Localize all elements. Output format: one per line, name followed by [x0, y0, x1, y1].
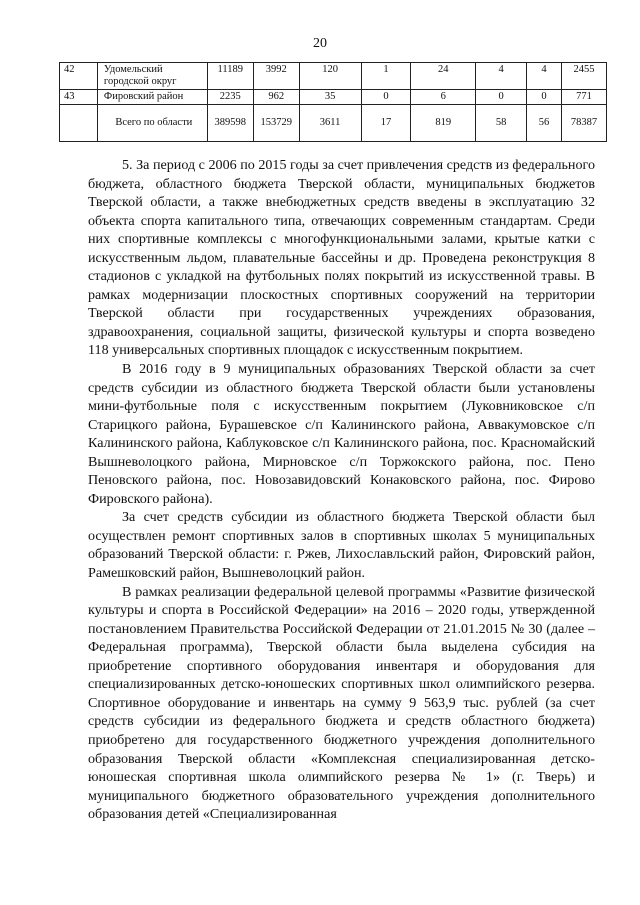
table-cell: 2455 — [562, 63, 607, 90]
table-row — [60, 90, 607, 105]
table-cell: 4 — [476, 63, 527, 90]
table-cell: 56 — [527, 105, 562, 142]
table-cell: 153729 — [253, 105, 299, 142]
table-cell: 0 — [527, 90, 562, 105]
table-cell: 819 — [411, 105, 476, 142]
statistics-table — [59, 62, 607, 142]
table-cell: 11189 — [207, 63, 253, 90]
paragraph: 5. За период с 2006 по 2015 годы за счет привлечения средств из федерального бюджета, областного бюджета Тверской области, муниципальных бюджетов Тверской области, а также внебюджетных средств введены в эксплуатацию 32 объекта спорта капитального типа, отвечающих современным стандартам. Среди них спортивные комплексы с многофункциональными залами, крытые катки с искусственным льдом, плавательные бассейны и др. Проведена реконструкция 8 стадионов с укладкой на футбольных полях покрытий из искусственной травы. В рамках модернизации плоскостных спортивных сооружений на территории Тверской области при государственных учреждениях образования, здравоохранения, социальной защиты, физической культуры и спорта возведено 118 универсальных спортивных площадок с искусственным покрытием. — [88, 157, 595, 359]
table-cell: 120 — [299, 63, 361, 90]
table-cell: 6 — [411, 90, 476, 105]
total-label: Всего по области — [97, 105, 207, 142]
municipality-name: Удомельский городской округ — [97, 63, 207, 90]
table-cell: 3611 — [299, 105, 361, 142]
paragraph: За счет средств субсидии из областного бюджета Тверской области был осуществлен ремонт спортивных залов в спортивных школах 5 муниципальных образований Тверской области: г. Ржев, Лихославльский район, Фировский район, Рамешковский район, Вышневолоцкий район. — [88, 509, 595, 582]
table-cell: 0 — [476, 90, 527, 105]
table-cell: 2235 — [207, 90, 253, 105]
municipality-name: Фировский район — [97, 90, 207, 105]
table-total-row — [60, 105, 607, 142]
table-cell: 4 — [527, 63, 562, 90]
table-cell: 962 — [253, 90, 299, 105]
table-cell: 0 — [361, 90, 411, 105]
table-cell: 78387 — [562, 105, 607, 142]
row-number: 43 — [60, 90, 98, 105]
table-cell: 58 — [476, 105, 527, 142]
table-row — [60, 63, 607, 90]
table-cell: 1 — [361, 63, 411, 90]
table-cell: 17 — [361, 105, 411, 142]
row-number: 42 — [60, 63, 98, 90]
table-cell: 35 — [299, 90, 361, 105]
table-cell: 3992 — [253, 63, 299, 90]
body-text — [88, 156, 595, 824]
table-cell: 389598 — [207, 105, 253, 142]
table-cell: 771 — [562, 90, 607, 105]
table-cell: 24 — [411, 63, 476, 90]
page-number: 20 — [313, 36, 327, 51]
paragraph: В рамках реализации федеральной целевой программы «Развитие физической культуры и спорта в Российской Федерации» на 2016 – 2020 годы, утвержденной постановлением Правительства Российской Федерации от 21.01.2015 № 30 (далее – Федеральная программа), Тверской области была выделена субсидия на приобретение спортивного оборудования инвентаря и оборудования для специализированных детско-юношеских спортивных школ олимпийского резерва. Спортивное оборудование и инвентарь на сумму 9 563,9 тыс. рублей (за счет средств субсидии из федерального бюджета и средств областного бюджета) приобретено для государственного бюджетного учреждения дополнительного образования Тверской области «Комплексная специализированная детско-юношеская спортивная школа олимпийского резерва № 1» (г. Тверь) и муниципального бюджетного образовательного учреждения дополнительного образования детей «Специализированная — [88, 583, 595, 823]
paragraph: В 2016 году в 9 муниципальных образованиях Тверской области за счет средств субсидии из областного бюджета Тверской области были установлены мини-футбольные поля с искусственным покрытием (Луковниковское с/п Старицкого района, Бурашевское с/п Калининского района, Аввакумовское с/п Калининского района, Каблуковское с/п Калининского района, пос. Красномайский Вышневолоцкого района, Мирновское с/п Торжокского района, пос. Пено Пеновского района, пос. Новозавидовский Конаковского района, пос. Фирово Фировского района). — [88, 361, 595, 507]
row-number — [60, 105, 98, 142]
